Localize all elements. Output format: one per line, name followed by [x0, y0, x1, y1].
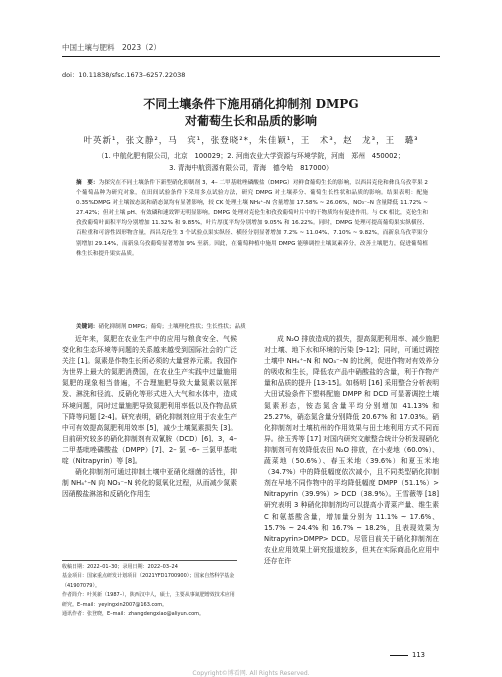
page-number: 113	[412, 651, 425, 659]
abstract	[76, 178, 428, 259]
keywords-label: 关键词：	[76, 324, 99, 330]
title-line-1: 不同土壤条件下施用硝化抑制剂 DMPG	[143, 97, 359, 111]
body-paragraph: 成 N₂O 排放造成的损失，提高氮肥利用率、减少施肥对土壤、地下水和环境的污染 [9-12]；同时，可通过调控土壤中 NH₄⁺–N 和 NO₃⁻–N 的比例，促进作物对有效养分的吸收和生长，降低农产品中硝酸盐的含量，利于作物产量和品质的提升 [13-15]。如杨明 [16] 采用整合分析表明大田试验条件下塑料配施 DMPP 和 DCD 可显著调控土壤氮素形态，铵态氮含量平均分别增加 41.13% 和 25.27%，硝态氮含量分别降低 20.67% 和 17.03%。硝化抑制剂对土壤杭州的作用效果与田土地利用方式不同而异。徐玉秀等 [17] 对国内研究文献整合统计分析发现硝化抑制剂可有效降低农田 N₂O 排放，在小麦地（60.0%）、蔬菜地（50.6%）、春玉米地（39.6%）和夏玉米地（34.7%）中的降低幅度依次减小，且不同类型硝化抑制剂在早地不同作物中的平均降低幅度 DMPP（51.1%）> Nitrapyrin（39.9%）> DCD（38.9%）。王雪薇等 [18] 研究表明 3 种硝化抑制剂均可以提高小青菜产量、维生素 C 和氨基酸含量，增加量分别为 11.1% ~ 17.6%、15.7% ~ 24.4% 和 16.7% ~ 18.2%，且表现效果为 Nitrapyrin>DMPP> DCD。尽管目前关于硝化抑制剂在农业应用效果上研究报道较多，但其在实际商品化应用中还存在许	[264, 335, 439, 565]
body-paragraph: 近年来，氮肥在农业生产中的应用与粮食安全、气候变化和生态环境等问题的关系越来越受到国际社会的广泛关注 [1]。氮素是作物生长所必须的大量营养元素。我国作为世界上最大的氮肥消费国，在农业生产实践中过量施用氮肥的现象相当普遍，不合理施肥导致大量氮素以氨挥发、淋洗和径流、反硝化等形式进入大气和水体中，造成环境问题，同时过量施肥导致氮肥利用率低以及作物品质下降等问题 [2-4]。研究表明，硝化抑制剂应用于农业生产中可有效提高氮肥利用效率 [5]，减少土壤氮素损失 [3]。目前研究较多的硝化抑制剂有双氰胺（DCD）[6]、3，4– 二甲基吡唑磷酸盐（DMPP）[7]、2– 氯 –6– 三氯甲基吡啶（Nitrapyrin）等 [8]。	[62, 335, 237, 466]
doi[interactable]: doi：10.11838/sfsc.1673–6257.22038	[62, 71, 186, 79]
keywords-text: 硝化抑制剂 DMPG；葡萄；土壤理化性状；生长性状；品质	[98, 324, 246, 330]
footnote-author: 作者简介：叶英新（1987–），陕西汉中人，硕士，主要从事氮肥增效技术应用研究。E–mail：yeyingxin2007@163.com。	[62, 592, 235, 608]
authors: 叶英新¹，张文静²，马 宾¹，张登晓²*，朱佳颖¹，王 术³，赵 龙³，王 璐³	[83, 136, 419, 146]
journal-header: 中国土壤与肥料 2023（2）	[62, 43, 161, 52]
abstract-text: 为探究在不同土壤条件下新型硝化抑制剂 3，4– 二甲基吡唑磷酸盐（DMPG）对鲜食葡萄生长的影响，以西昌克伦和彝良乌孜苹果 2 个葡萄品种为研究对象，在田间试验条件下采用多点试验方法，研究 DMPG 对土壤养分、葡萄生长性状和品质的影响。结果表明：配施 0.35%DMPG 对土壤铵态氮和硝态氮均有显著影响，较 CK 处理土壤 NH₄⁺–N 含量增加 17.58% ~ 26.06%，NO₃⁻–N 含量降低 11.72% ~ 27.42%；但对土壤 pH、有效磷和速效钾无明显影响。DMPG 处理对克伦生和孜孜葡萄叶片中的干物质均有促进作用。与 CK 相比，克伦生和孜孜葡萄叶面积平均分别增加 11.32% 和 9.85%，叶片厚度平均分别增加 9.05% 和 16.22%。同时，DMPG 处理可提高葡萄果实纵横径、百粒重和可溶性固形物含量，西昌克伦生 3 个试验点果实纵径、横径分别显著增加 7.2% ~ 11.04%、7.10% ~ 9.82%，而新泉乌孜苹果分别增加 29.14%，而新泉乌孜葡萄显著增加 9% 至新。因此，在葡萄种植中施用 DMPG 能够调控土壤氮素养分，改善土壤肥力，促进葡萄植株生长和提升果实品质。	[76, 180, 428, 257]
affiliation-line-2: 3. 青海中航资源有限公司，青海 德令哈 817000）	[169, 164, 333, 172]
title-line-2: 对葡萄生长和品质的影响	[184, 114, 317, 128]
body-left-column	[62, 334, 237, 500]
footnote-funding: 基金项目：国家重点研发计划项目（2021YFD1700900）；国家自然科学基金（41907079）。	[62, 573, 235, 589]
footnote-corresponding: 通讯作者：张登晓，E–mail：zhangdengxiao@aliyun.com。	[62, 611, 205, 618]
keywords	[76, 322, 428, 330]
page-number-rule	[390, 655, 408, 656]
footnotes	[62, 563, 237, 619]
header-rule	[62, 56, 440, 57]
copyright-watermark: Copyright©博看网. All Rights Reserved.	[192, 670, 310, 677]
footnote-rule	[62, 560, 237, 561]
body-right-column	[264, 334, 439, 567]
abstract-label: 摘 要：	[76, 180, 99, 186]
body-paragraph: 硝化抑制剂可通过抑制土壤中亚硝化细菌的活性，抑制 NH₄⁺–N 向 NO₃⁻–N 转化的氮氧化过程，从而减少氮素因硝酸盐淋溶和反硝化作用生	[62, 468, 237, 499]
affiliation-line-1: （1. 中航化肥有限公司，北京 100029；2. 河南农业大学资源与环境学院，河南 郑州 450002；	[97, 152, 405, 160]
footnote-received: 收稿日期：2022–01–30；录用日期：2022–03–24	[62, 564, 178, 570]
